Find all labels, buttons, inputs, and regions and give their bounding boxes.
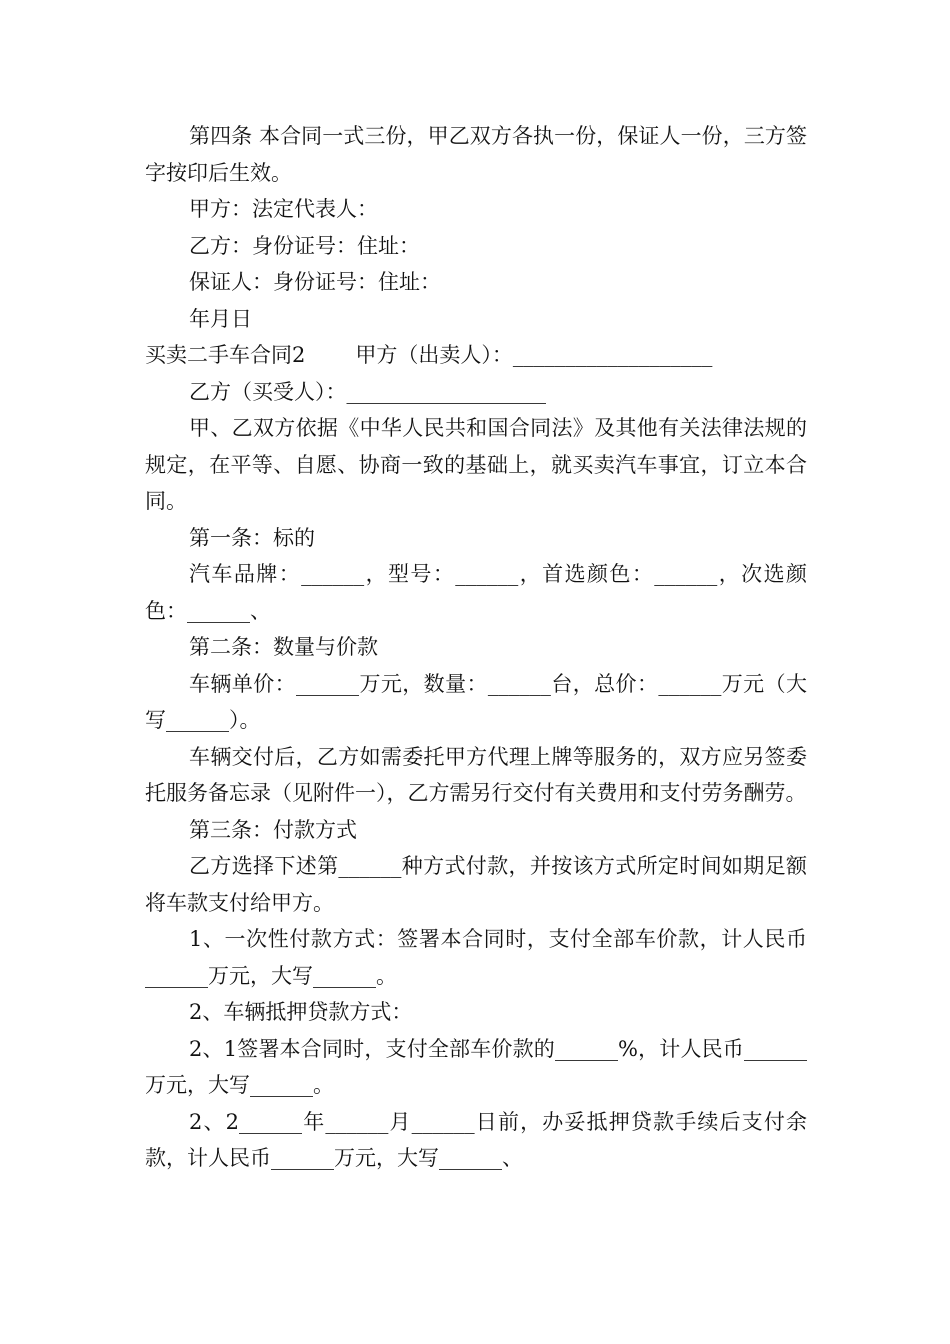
article-1-body: 汽车品牌：______，型号：______，首选颜色：______，次选颜色：______、 <box>145 562 807 623</box>
seller-field: 甲方（出卖人）：___________________ <box>355 343 713 367</box>
payment-option-1: 1、一次性付款方式：签署本合同时，支付全部车价款，计人民币______万元，大写______。 <box>145 927 807 988</box>
contract-title: 买卖二手车合同2 <box>145 343 306 367</box>
article-2-service: 车辆交付后，乙方如需委托甲方代理上牌等服务的，双方应另签委托服务备忘录（见附件一），乙方需另行交付有关费用和支付劳务酬劳。 <box>145 744 807 805</box>
article-2-heading: 第二条：数量与价款 <box>189 635 378 659</box>
guarantor-signature-line: 保证人：身份证号：住址： <box>189 270 441 294</box>
payment-option-2-1: 2、1签署本合同时，支付全部车价款的______%，计人民币______万元，大写______。 <box>145 1036 807 1097</box>
date-line: 年月日 <box>189 306 252 331</box>
clause-4-copies: 第四条 本合同一式三份，甲乙双方各执一份，保证人一份，三方签字按印后生效。 <box>145 124 807 185</box>
preamble: 甲、乙双方依据《中华人民共和国合同法》及其他有关法律法规的规定，在平等、自愿、协商一致的基础上，就买卖汽车事宜，订立本合同。 <box>145 416 807 513</box>
article-2-price: 车辆单价：______万元，数量：______台，总价：______万元（大写______）。 <box>145 671 807 732</box>
contract-title-row <box>145 337 807 374</box>
payment-option-2-heading: 2、车辆抵押贷款方式： <box>189 1000 413 1024</box>
party-b-signature-line: 乙方：身份证号：住址： <box>189 233 420 258</box>
document-body <box>145 118 807 1177</box>
article-1-heading: 第一条：标的 <box>189 525 315 550</box>
payment-option-2-2: 2、2______年______月______日前，办妥抵押贷款手续后支付余款，计人民币______万元，大写______、 <box>145 1109 807 1170</box>
article-3-choice: 乙方选择下述第______种方式付款，并按该方式所定时间如期足额将车款支付给甲方。 <box>145 854 807 915</box>
party-a-signature-line: 甲方：法定代表人： <box>189 197 378 221</box>
buyer-field: 乙方（买受人）：___________________ <box>189 379 546 404</box>
article-3-heading: 第三条：付款方式 <box>189 817 357 842</box>
